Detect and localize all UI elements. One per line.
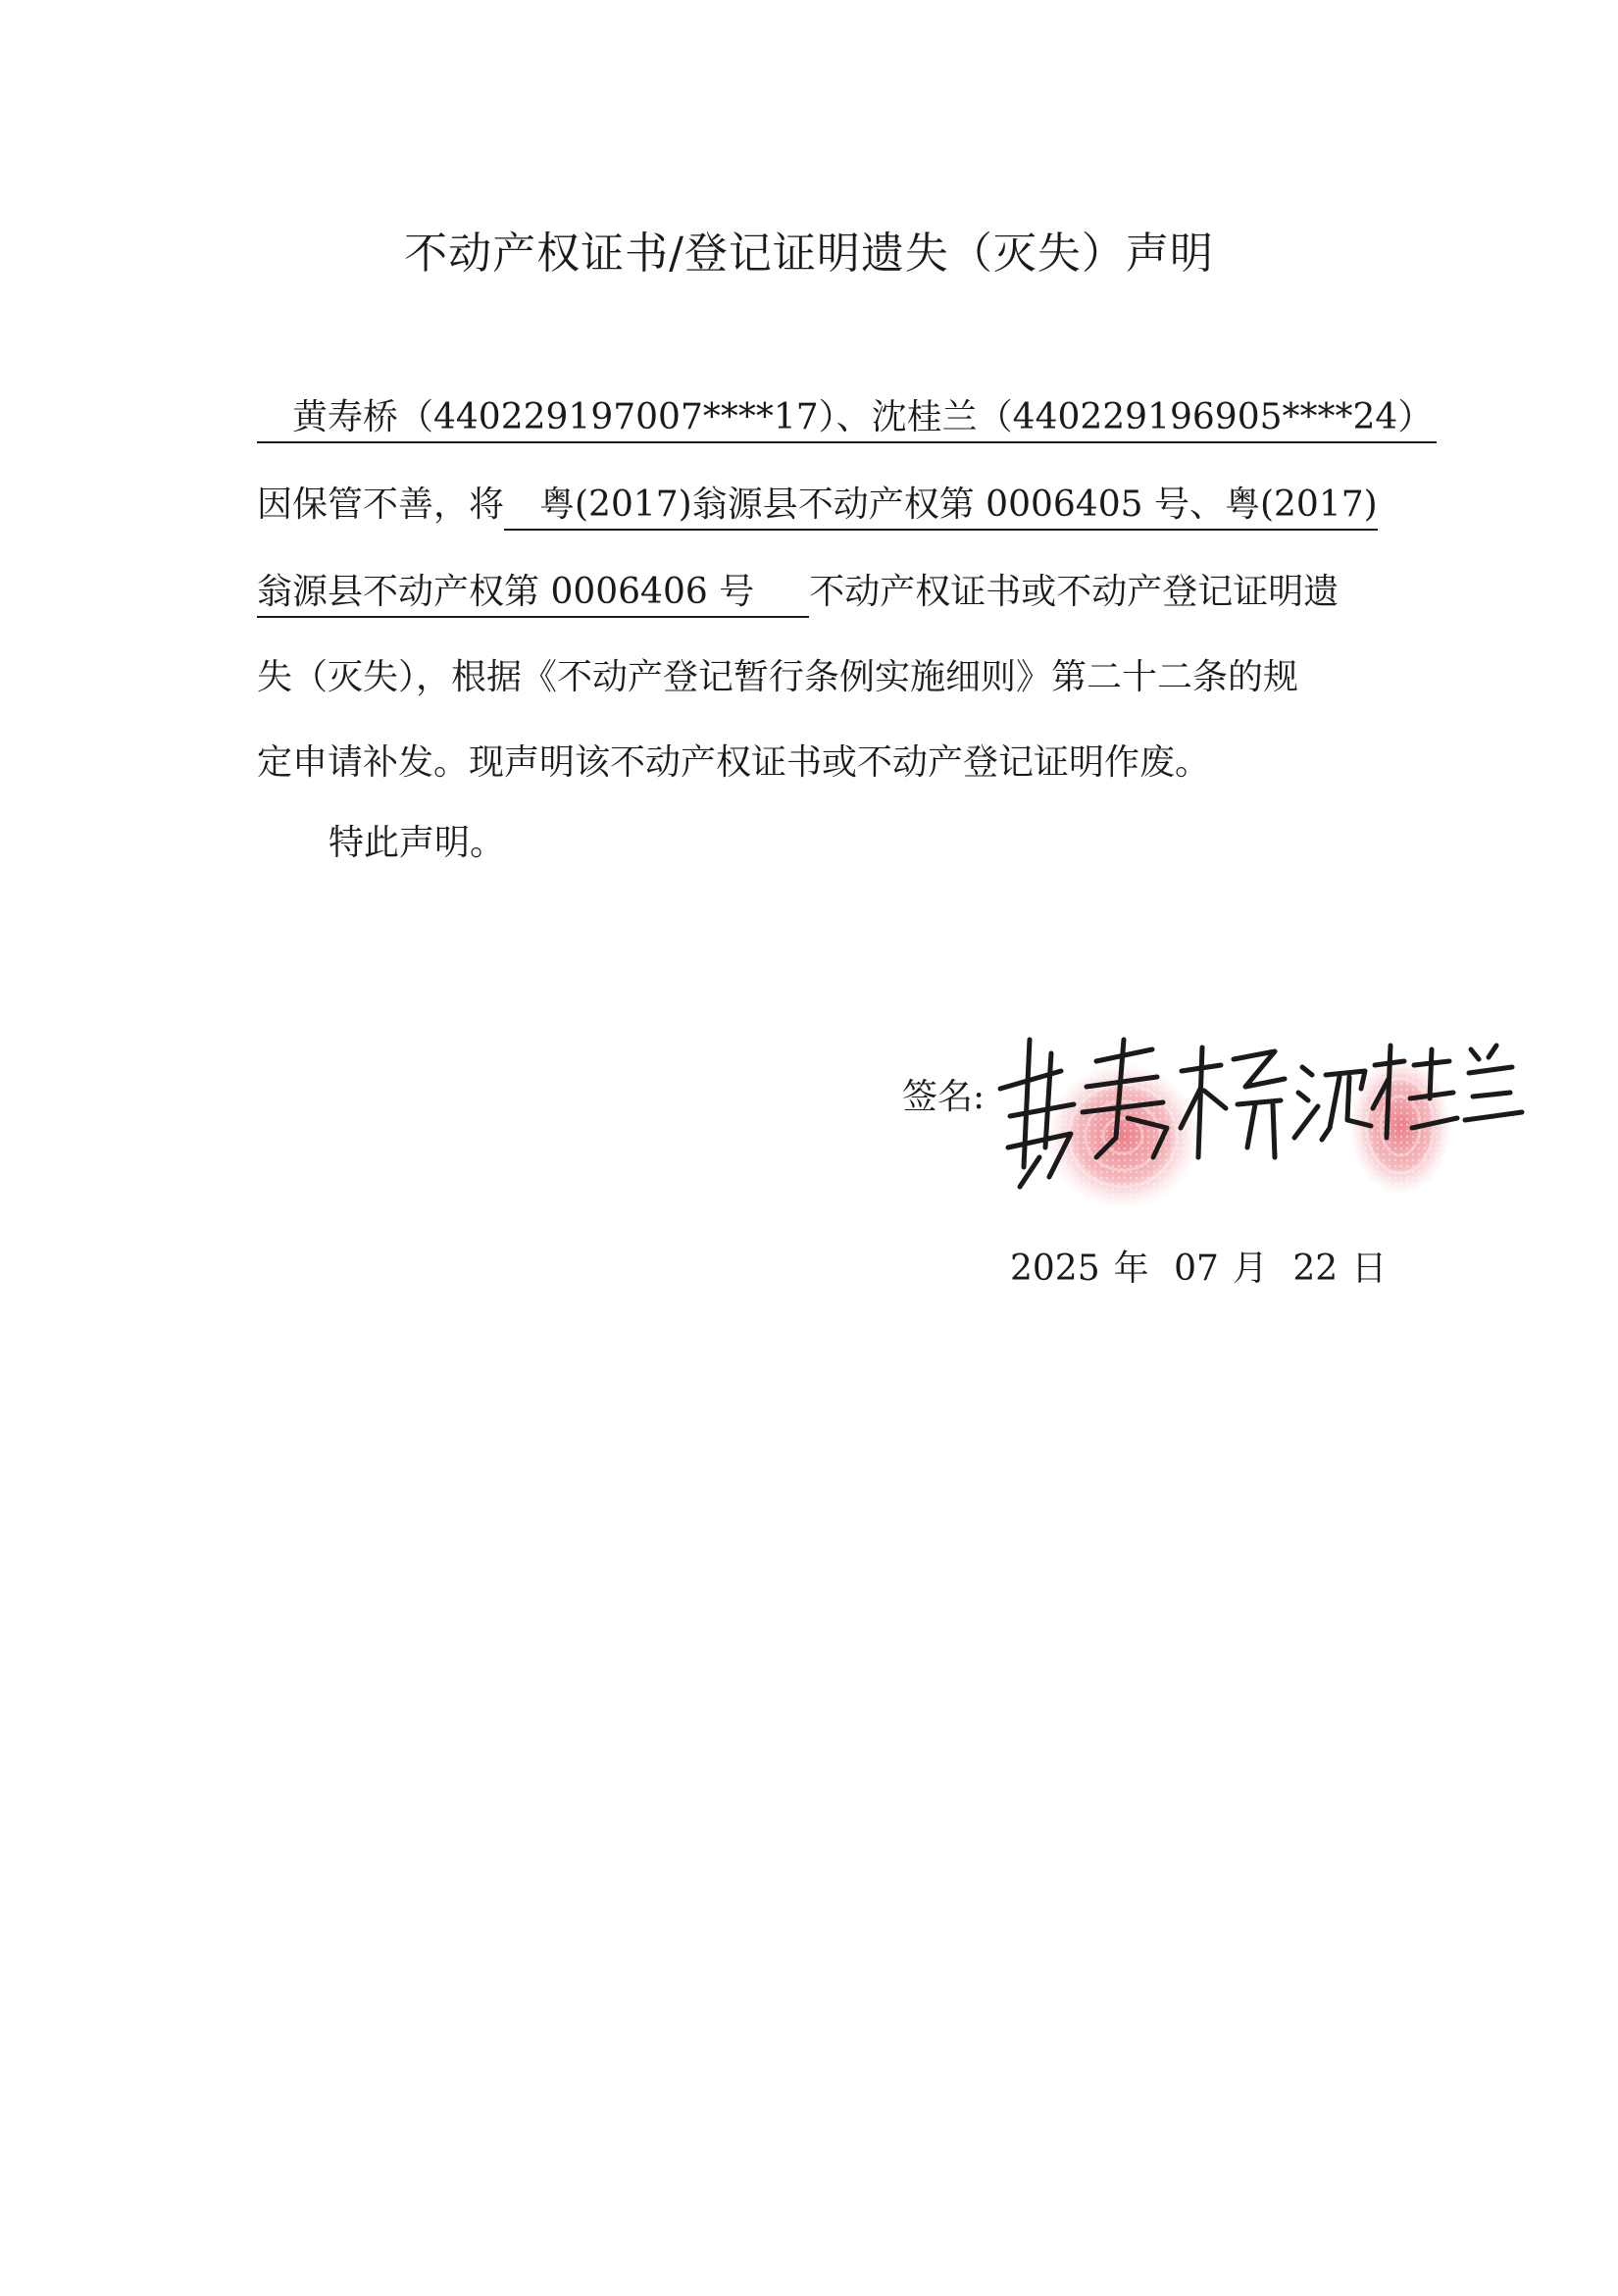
body-line-1 bbox=[257, 392, 1434, 443]
body-line-2 bbox=[257, 480, 1385, 531]
certificate-numbers-part-1: 粤(2017)翁源县不动产权第 0006405 号、粤(2017) bbox=[504, 482, 1378, 531]
applicant-names: 黄寿桥（440229197007****17）、沈桂兰（440229196905****24） bbox=[257, 394, 1437, 443]
date-month-unit: 月 bbox=[1232, 1249, 1268, 1289]
handwritten-signature-with-fingerprints bbox=[981, 1010, 1530, 1206]
date-day: 22 bbox=[1292, 1249, 1339, 1289]
body-line-2-prefix: 因保管不善，将 bbox=[257, 485, 505, 525]
date-day-unit: 日 bbox=[1351, 1249, 1388, 1289]
document-title: 不动产权证书/登记证明遗失（灭失）声明 bbox=[404, 229, 1214, 279]
date-year: 2025 bbox=[1010, 1249, 1100, 1289]
certificate-numbers-part-2: 翁源县不动产权第 0006406 号 bbox=[257, 569, 809, 618]
body-line-3 bbox=[257, 567, 1385, 618]
declaration-date bbox=[1010, 1241, 1400, 1291]
date-year-unit: 年 bbox=[1113, 1249, 1149, 1289]
body-line-4: 失（灭失），根据《不动产登记暂行条例实施细则》第二十二条的规 bbox=[257, 657, 1299, 697]
closing-statement: 特此声明。 bbox=[329, 823, 506, 863]
date-month: 07 bbox=[1174, 1249, 1219, 1289]
body-line-5: 定申请补发。现声明该不动产权证书或不动产登记证明作废。 bbox=[257, 742, 1211, 783]
signature-label: 签名: bbox=[902, 1077, 986, 1117]
body-line-3-suffix: 不动产权证书或不动产登记证明遗 bbox=[809, 572, 1340, 612]
